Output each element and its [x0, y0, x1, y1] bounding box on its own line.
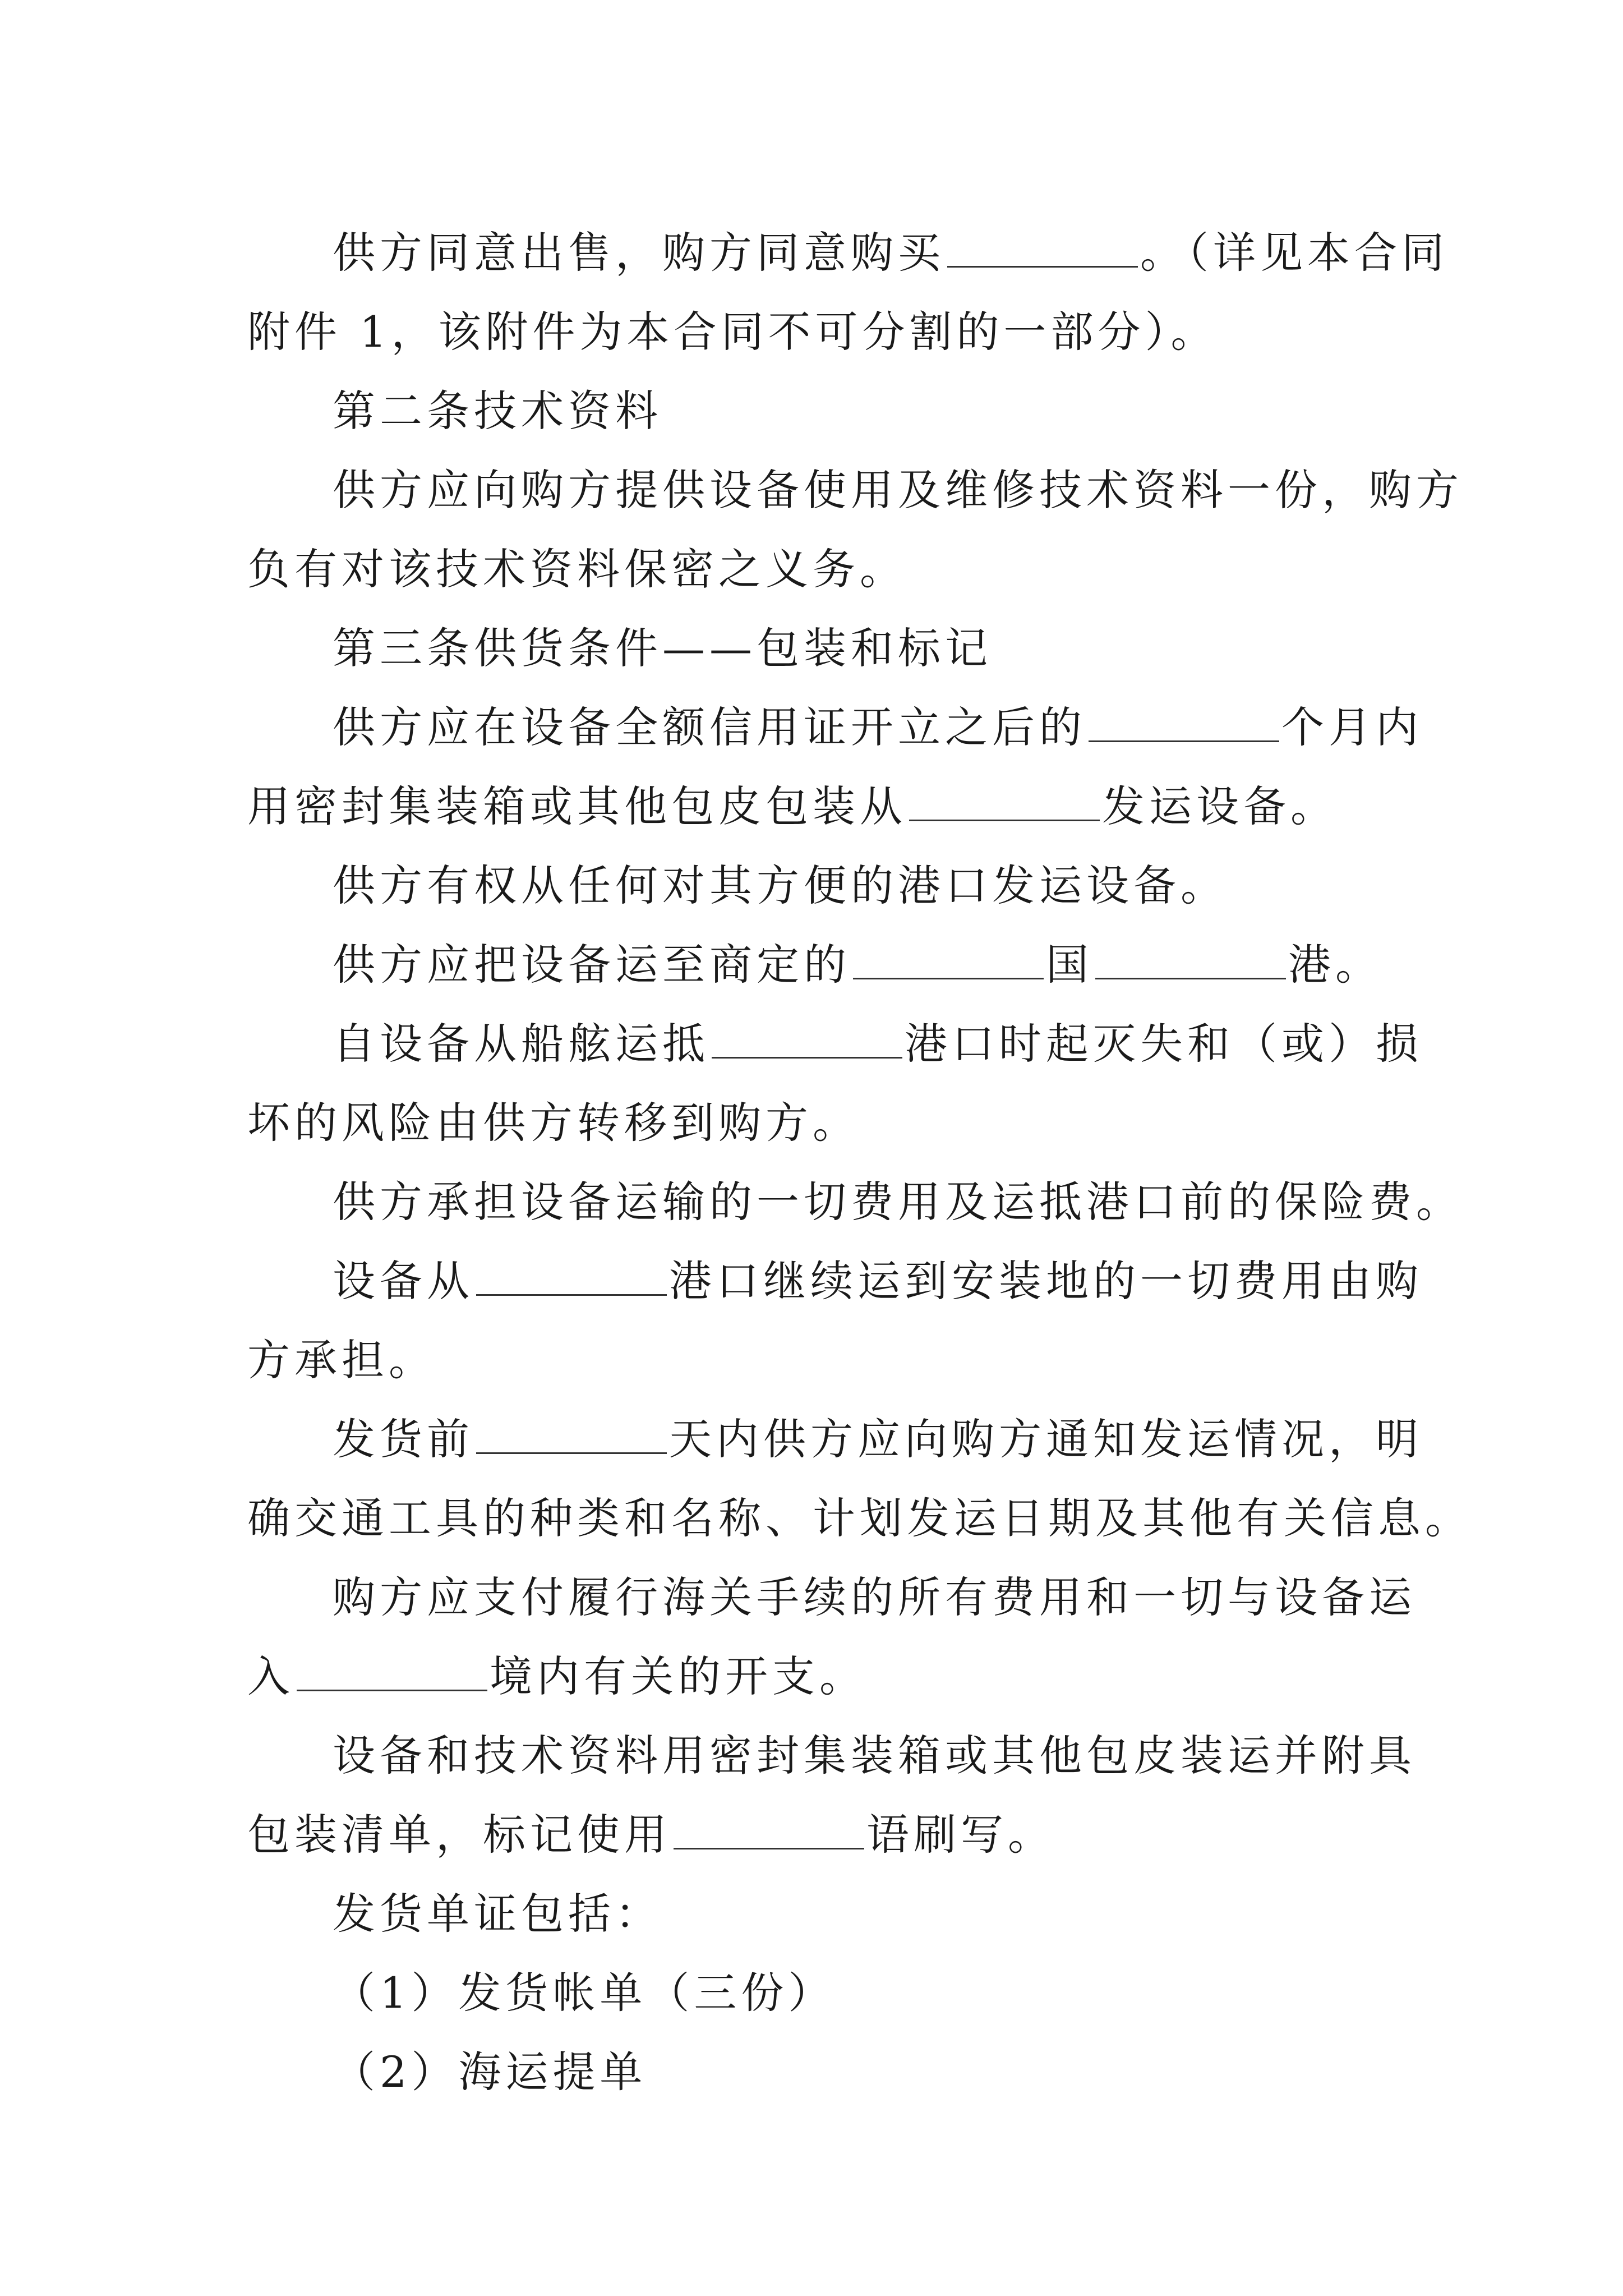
paragraph-line: [247, 213, 1449, 292]
paragraph-line: [247, 1400, 1423, 1479]
line-text: 港口继续运到安装地的一切费用由购: [669, 1256, 1423, 1306]
paragraph-line: [247, 1241, 1423, 1320]
fill-in-blank: [1089, 701, 1279, 742]
fill-in-blank: [674, 1809, 864, 1849]
fill-in-blank: [297, 1650, 487, 1691]
paragraph-line: 发货单证包括：: [333, 1889, 662, 1939]
line-text: 供方应把设备运至商定的: [333, 940, 851, 990]
paragraph-line: 负有对该技术资料保密之义务。: [247, 544, 907, 594]
line-text: 。（详见本合同: [1140, 228, 1449, 278]
line-text: 港口时起灭失和（或）损: [905, 1019, 1423, 1069]
line-text: 国: [1046, 940, 1093, 990]
fill-in-blank: [1095, 938, 1286, 979]
line-text: 发运设备。: [1102, 781, 1338, 831]
line-text: 用密封集装箱或其他包皮包装从: [247, 781, 907, 831]
section-heading: 第三条供货条件——包装和标记: [333, 623, 992, 673]
line-text: 供方同意出售，购方同意购买: [333, 228, 945, 278]
line-text: 境内有关的开支。: [490, 1651, 866, 1701]
fill-in-blank: [476, 1413, 667, 1454]
line-text: 个月内: [1281, 702, 1423, 752]
list-item: （1）发货帐单（三份）: [333, 1968, 836, 2018]
paragraph-line: 坏的风险由供方转移到购方。: [247, 1098, 860, 1148]
paragraph-line: 供方承担设备运输的一切费用及运抵港口前的保险费。: [333, 1177, 1463, 1227]
line-text: 入: [247, 1651, 294, 1701]
document-page: [247, 213, 1472, 2111]
fill-in-blank: [909, 780, 1100, 821]
paragraph-line: [247, 1795, 1386, 1874]
paragraph-line: [247, 688, 1423, 767]
paragraph-line: 供方应向购方提供设备使用及维修技术资料一份，购方: [333, 465, 1463, 515]
paragraph-line: 供方有权从任何对其方便的港口发运设备。: [333, 861, 1228, 910]
paragraph-line: [247, 925, 1386, 1004]
paragraph-line: 附件 1，该附件为本合同不可分割的一部分）。: [247, 307, 1218, 357]
line-text: 设备从: [333, 1256, 474, 1306]
paragraph-line: 方承担。: [247, 1335, 436, 1385]
line-text: 发货前: [333, 1414, 474, 1464]
fill-in-blank: [476, 1255, 667, 1296]
paragraph-line: [247, 1004, 1423, 1083]
list-item: （2）海运提单: [333, 2047, 647, 2097]
section-heading: 第二条技术资料: [333, 386, 662, 436]
fill-in-blank: [947, 227, 1138, 268]
paragraph-line: [247, 1637, 1386, 1716]
fill-in-blank: [853, 938, 1044, 979]
line-text: 供方应在设备全额信用证开立之后的: [333, 702, 1086, 752]
line-text: 自设备从船舷运抵: [333, 1019, 709, 1069]
line-text: 包装清单，标记使用: [247, 1810, 671, 1860]
paragraph-line: 购方应支付履行海关手续的所有费用和一切与设备运: [333, 1572, 1416, 1622]
fill-in-blank: [712, 1018, 902, 1059]
line-text: 天内供方应向购方通知发运情况，明: [669, 1414, 1423, 1464]
paragraph-line: [247, 767, 1386, 846]
line-text: 港。: [1288, 940, 1382, 990]
line-text: 语刷写。: [866, 1810, 1055, 1860]
paragraph-line: 确交通工具的种类和名称、计划发运日期及其他有关信息。: [247, 1493, 1472, 1543]
paragraph-line: 设备和技术资料用密封集装箱或其他包皮装运并附具: [333, 1731, 1416, 1780]
